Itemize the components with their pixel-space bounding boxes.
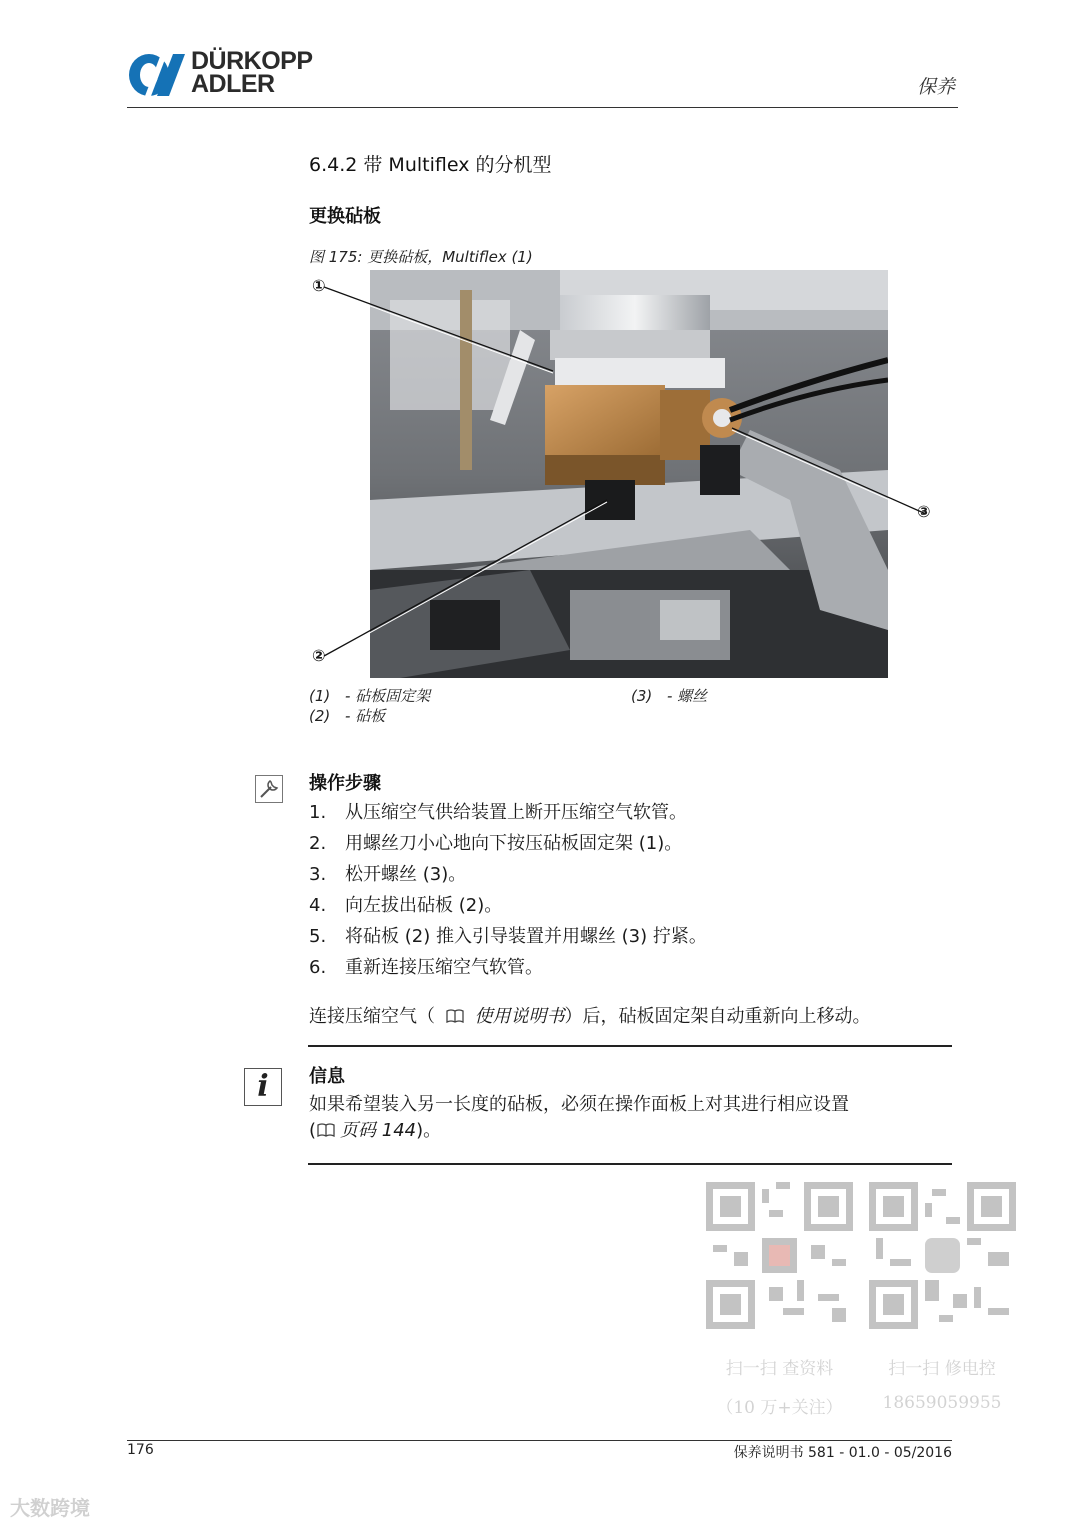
step-item	[309, 831, 707, 862]
qr-left-caption-1: 扫一扫 查资料	[725, 1359, 834, 1379]
legend-number: (3)	[631, 687, 653, 705]
legend-item-3	[631, 685, 707, 706]
footer-divider	[127, 1440, 952, 1441]
callout-2: ②	[312, 646, 326, 665]
chapter-title: 保养	[916, 76, 955, 98]
legend-number: (1)	[309, 687, 331, 705]
page-reference-link[interactable]: 页码 144	[340, 1120, 417, 1141]
section-title: 6.4.2 带 Multiflex 的分机型	[309, 154, 552, 176]
step-text: 向左拔出砧板 (2)。	[345, 895, 503, 916]
section-subtitle: 更换砧板	[309, 206, 381, 227]
step-text: 从压缩空气供给装置上断开压缩空气软管。	[345, 802, 687, 823]
qr-left-caption-2: （10 万+关注）	[716, 1398, 843, 1418]
figure-caption: 图 175: 更换砧板，Multiflex (1)	[309, 248, 533, 266]
callout-lines	[300, 270, 960, 680]
book-icon	[445, 1008, 465, 1024]
qr-right-caption	[862, 1354, 1022, 1413]
info-ref-open: (	[309, 1120, 317, 1141]
legend-text: - 螺丝	[667, 687, 708, 705]
step-number: 3.	[309, 864, 327, 885]
callout-1: ①	[312, 276, 326, 295]
step-number: 6.	[309, 957, 327, 978]
step-number: 1.	[309, 802, 327, 823]
legend-text: - 砧板固定架	[345, 687, 431, 705]
manual-reference-link[interactable]: 使用说明书	[474, 1006, 565, 1027]
step-number: 5.	[309, 926, 327, 947]
qr-right-caption-2: 18659059955	[882, 1393, 1002, 1413]
step-number: 2.	[309, 833, 327, 854]
step-text: 松开螺丝 (3)。	[345, 864, 467, 885]
step-text: 将砧板 (2) 推入引导装置并用螺丝 (3) 拧紧。	[345, 926, 707, 947]
page-number: 176	[127, 1442, 154, 1458]
brand-line-1: DÜRKOPP	[191, 47, 313, 75]
step-text: 用螺丝刀小心地向下按压砧板固定架 (1)。	[345, 833, 683, 854]
document-reference: 保养说明书 581 - 01.0 - 05/2016	[733, 1445, 952, 1461]
after-note	[309, 1002, 870, 1028]
step-item	[309, 955, 707, 986]
step-item	[309, 800, 707, 831]
header-divider	[127, 107, 958, 108]
qr-code-right-icon	[869, 1182, 1016, 1329]
book-icon	[316, 1122, 336, 1138]
duerkopp-adler-logo-icon	[127, 52, 185, 98]
info-body: 如果希望装入另一长度的砧板，必须在操作面板上对其进行相应设置	[309, 1094, 849, 1115]
info-text	[309, 1092, 929, 1144]
legend-number: (2)	[309, 707, 331, 725]
steps-list	[309, 800, 707, 986]
brand-wordmark	[191, 47, 313, 98]
legend-text: - 砧板	[345, 707, 386, 725]
step-number: 4.	[309, 895, 327, 916]
qr-right-caption-1: 扫一扫 修电控	[888, 1359, 996, 1379]
info-icon: i	[244, 1068, 282, 1106]
step-text: 重新连接压缩空气软管。	[345, 957, 543, 978]
step-item	[309, 893, 707, 924]
info-ref-close: )。	[416, 1120, 442, 1141]
info-heading: 信息	[309, 1066, 345, 1087]
step-item	[309, 924, 707, 955]
brand-line-2: ADLER	[191, 70, 275, 98]
legend-item-2	[309, 705, 385, 726]
after-note-post: ）后，砧板固定架自动重新向上移动。	[564, 1006, 871, 1027]
corner-watermark: 大数跨境	[10, 1496, 90, 1520]
legend-item-1	[309, 685, 430, 706]
wrench-icon	[255, 775, 283, 803]
after-note-pre: 连接压缩空气（	[309, 1006, 435, 1027]
info-top-rule	[308, 1045, 952, 1047]
callout-3: ③	[917, 502, 931, 521]
info-bottom-rule	[308, 1163, 952, 1165]
qr-code-left-icon	[706, 1182, 853, 1329]
step-item	[309, 862, 707, 893]
qr-left-caption	[706, 1354, 853, 1418]
steps-heading: 操作步骤	[309, 773, 381, 794]
